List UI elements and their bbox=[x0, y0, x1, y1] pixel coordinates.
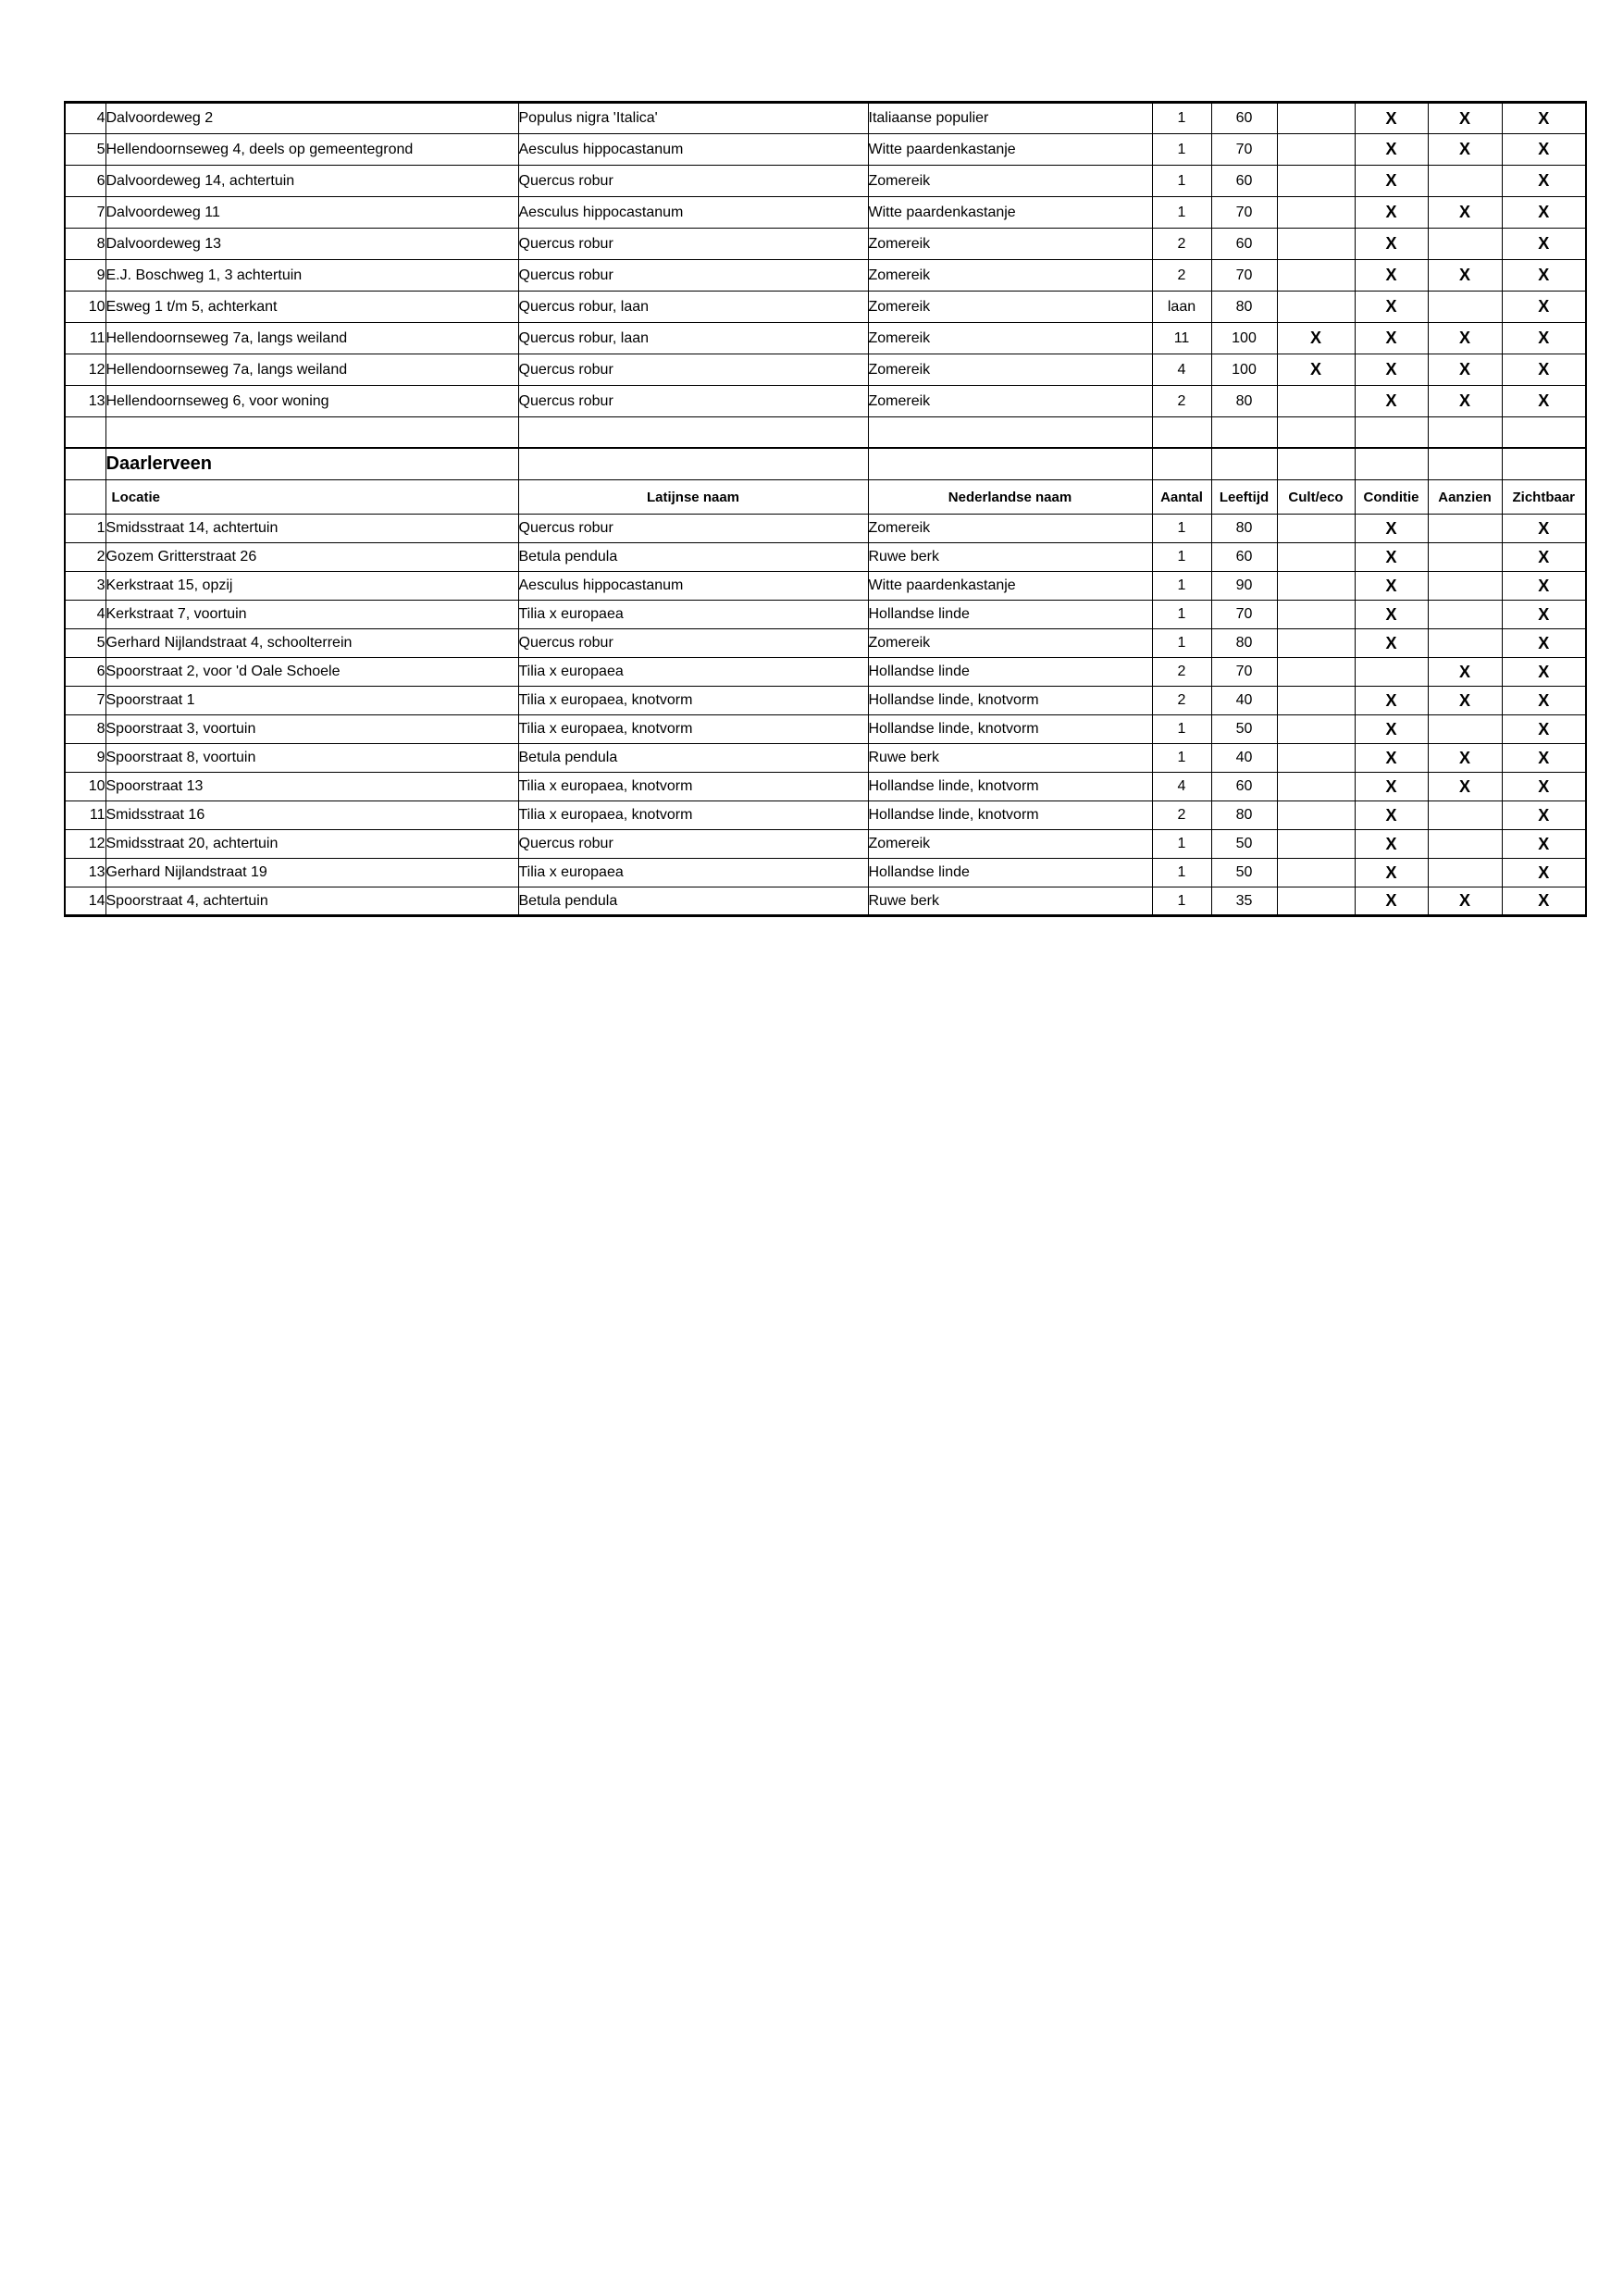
cell-aanzien bbox=[1428, 830, 1502, 859]
cell-conditie: X bbox=[1355, 229, 1428, 260]
cell-cult-eco bbox=[1277, 229, 1355, 260]
cell-nederlandse-naam: Zomereik bbox=[868, 515, 1152, 543]
cell-zichtbaar: X bbox=[1502, 601, 1586, 629]
cell-leeftijd: 60 bbox=[1211, 229, 1277, 260]
cell-aanzien: X bbox=[1428, 773, 1502, 801]
cell-nr: 7 bbox=[65, 687, 105, 715]
cell-aantal: 4 bbox=[1152, 354, 1211, 386]
cell-latijnse-naam: Aesculus hippocastanum bbox=[518, 197, 868, 229]
cell-nr: 8 bbox=[65, 715, 105, 744]
cell-cult-eco bbox=[1277, 629, 1355, 658]
empty-cell bbox=[1277, 417, 1355, 448]
cell-zichtbaar: X bbox=[1502, 197, 1586, 229]
cell-conditie: X bbox=[1355, 773, 1428, 801]
cell-aantal: 1 bbox=[1152, 601, 1211, 629]
cell-nederlandse-naam: Witte paardenkastanje bbox=[868, 134, 1152, 166]
empty-cell bbox=[868, 417, 1152, 448]
table-row bbox=[65, 354, 1586, 386]
cell-aanzien: X bbox=[1428, 260, 1502, 292]
cell-cult-eco bbox=[1277, 801, 1355, 830]
cell-cult-eco bbox=[1277, 197, 1355, 229]
cell-conditie: X bbox=[1355, 859, 1428, 887]
cell-aanzien bbox=[1428, 859, 1502, 887]
cell-cult-eco: X bbox=[1277, 323, 1355, 354]
empty-cell bbox=[518, 417, 868, 448]
cell-aanzien bbox=[1428, 543, 1502, 572]
cell-leeftijd: 60 bbox=[1211, 103, 1277, 134]
cell-nr: 6 bbox=[65, 658, 105, 687]
cell-aantal: 1 bbox=[1152, 166, 1211, 197]
cell-locatie: Dalvoordeweg 14, achtertuin bbox=[105, 166, 518, 197]
cell-latijnse-naam: Populus nigra 'Italica' bbox=[518, 103, 868, 134]
empty-cell bbox=[1211, 417, 1277, 448]
cell-zichtbaar: X bbox=[1502, 887, 1586, 916]
table-row bbox=[65, 166, 1586, 197]
cell-leeftijd: 80 bbox=[1211, 801, 1277, 830]
cell-conditie: X bbox=[1355, 629, 1428, 658]
cell-aantal: laan bbox=[1152, 292, 1211, 323]
column-header-leeftijd: Leeftijd bbox=[1211, 480, 1277, 515]
column-header-nr bbox=[65, 480, 105, 515]
cell-cult-eco bbox=[1277, 830, 1355, 859]
cell-locatie: Spoorstraat 3, voortuin bbox=[105, 715, 518, 744]
cell-leeftijd: 100 bbox=[1211, 354, 1277, 386]
cell-conditie: X bbox=[1355, 354, 1428, 386]
cell-cult-eco bbox=[1277, 715, 1355, 744]
cell-nederlandse-naam: Hollandse linde bbox=[868, 658, 1152, 687]
cell-nr: 1 bbox=[65, 515, 105, 543]
cell-latijnse-naam: Tilia x europaea, knotvorm bbox=[518, 773, 868, 801]
cell-nederlandse-naam: Zomereik bbox=[868, 830, 1152, 859]
cell-aanzien: X bbox=[1428, 887, 1502, 916]
table-row bbox=[65, 323, 1586, 354]
cell-leeftijd: 80 bbox=[1211, 386, 1277, 417]
cell-zichtbaar: X bbox=[1502, 103, 1586, 134]
empty-cell bbox=[1428, 417, 1502, 448]
cell-aantal: 1 bbox=[1152, 715, 1211, 744]
cell-aanzien: X bbox=[1428, 658, 1502, 687]
cell-aanzien bbox=[1428, 601, 1502, 629]
cell-zichtbaar: X bbox=[1502, 292, 1586, 323]
column-header-locatie: Locatie bbox=[105, 480, 518, 515]
cell-nederlandse-naam: Witte paardenkastanje bbox=[868, 572, 1152, 601]
cell-nederlandse-naam: Hollandse linde, knotvorm bbox=[868, 773, 1152, 801]
table-row bbox=[65, 515, 1586, 543]
cell-leeftijd: 90 bbox=[1211, 572, 1277, 601]
cell-zichtbaar: X bbox=[1502, 134, 1586, 166]
cell-conditie: X bbox=[1355, 830, 1428, 859]
cell-cult-eco bbox=[1277, 260, 1355, 292]
cell-cult-eco bbox=[1277, 386, 1355, 417]
cell-leeftijd: 60 bbox=[1211, 166, 1277, 197]
cell-cult-eco bbox=[1277, 134, 1355, 166]
cell-aanzien bbox=[1428, 229, 1502, 260]
cell-aantal: 11 bbox=[1152, 323, 1211, 354]
cell-zichtbaar: X bbox=[1502, 572, 1586, 601]
cell-zichtbaar: X bbox=[1502, 229, 1586, 260]
tree-inventory-table bbox=[64, 101, 1587, 917]
cell-zichtbaar: X bbox=[1502, 386, 1586, 417]
table-row bbox=[65, 134, 1586, 166]
cell-aantal: 2 bbox=[1152, 658, 1211, 687]
cell-nr: 9 bbox=[65, 744, 105, 773]
cell-nr: 10 bbox=[65, 773, 105, 801]
cell-cult-eco bbox=[1277, 859, 1355, 887]
cell-cult-eco bbox=[1277, 572, 1355, 601]
spacer-row bbox=[65, 417, 1586, 448]
cell-nr: 6 bbox=[65, 166, 105, 197]
table-row bbox=[65, 292, 1586, 323]
cell-aanzien bbox=[1428, 292, 1502, 323]
cell-conditie: X bbox=[1355, 687, 1428, 715]
cell-locatie: Gozem Gritterstraat 26 bbox=[105, 543, 518, 572]
cell-nr: 4 bbox=[65, 601, 105, 629]
cell-conditie: X bbox=[1355, 386, 1428, 417]
cell-cult-eco bbox=[1277, 166, 1355, 197]
cell-aanzien bbox=[1428, 515, 1502, 543]
cell-leeftijd: 80 bbox=[1211, 629, 1277, 658]
table-row bbox=[65, 197, 1586, 229]
cell-locatie: Dalvoordeweg 2 bbox=[105, 103, 518, 134]
cell-latijnse-naam: Quercus robur, laan bbox=[518, 292, 868, 323]
cell-locatie: Hellendoornseweg 4, deels op gemeentegrond bbox=[105, 134, 518, 166]
cell-locatie: Hellendoornseweg 7a, langs weiland bbox=[105, 354, 518, 386]
section-title-row bbox=[65, 448, 1586, 480]
cell-nr: 12 bbox=[65, 354, 105, 386]
cell-latijnse-naam: Tilia x europaea bbox=[518, 601, 868, 629]
cell-latijnse-naam: Tilia x europaea bbox=[518, 859, 868, 887]
cell-aantal: 1 bbox=[1152, 859, 1211, 887]
table-row bbox=[65, 386, 1586, 417]
cell-nederlandse-naam: Hollandse linde bbox=[868, 859, 1152, 887]
column-header-row bbox=[65, 480, 1586, 515]
cell-nederlandse-naam: Zomereik bbox=[868, 323, 1152, 354]
empty-cell bbox=[1152, 417, 1211, 448]
column-header-latijnse-naam: Latijnse naam bbox=[518, 480, 868, 515]
cell-locatie: Gerhard Nijlandstraat 4, schoolterrein bbox=[105, 629, 518, 658]
cell-leeftijd: 50 bbox=[1211, 715, 1277, 744]
cell-nederlandse-naam: Ruwe berk bbox=[868, 543, 1152, 572]
cell-nederlandse-naam: Hollandse linde, knotvorm bbox=[868, 687, 1152, 715]
cell-nr: 12 bbox=[65, 830, 105, 859]
cell-leeftijd: 60 bbox=[1211, 773, 1277, 801]
cell-latijnse-naam: Quercus robur bbox=[518, 830, 868, 859]
cell-zichtbaar: X bbox=[1502, 354, 1586, 386]
cell-locatie: E.J. Boschweg 1, 3 achtertuin bbox=[105, 260, 518, 292]
cell-aanzien: X bbox=[1428, 386, 1502, 417]
cell-locatie: Spoorstraat 2, voor 'd Oale Schoele bbox=[105, 658, 518, 687]
cell-aanzien bbox=[1428, 715, 1502, 744]
cell-cult-eco bbox=[1277, 773, 1355, 801]
table-row bbox=[65, 229, 1586, 260]
cell-aantal: 2 bbox=[1152, 801, 1211, 830]
cell-aantal: 1 bbox=[1152, 103, 1211, 134]
cell-latijnse-naam: Quercus robur bbox=[518, 229, 868, 260]
table-row bbox=[65, 103, 1586, 134]
cell-cult-eco bbox=[1277, 543, 1355, 572]
cell-nr: 13 bbox=[65, 386, 105, 417]
empty-cell bbox=[1355, 448, 1428, 480]
cell-nederlandse-naam: Witte paardenkastanje bbox=[868, 197, 1152, 229]
table-row bbox=[65, 687, 1586, 715]
cell-locatie: Spoorstraat 4, achtertuin bbox=[105, 887, 518, 916]
cell-latijnse-naam: Tilia x europaea, knotvorm bbox=[518, 715, 868, 744]
cell-conditie: X bbox=[1355, 260, 1428, 292]
cell-leeftijd: 80 bbox=[1211, 515, 1277, 543]
cell-conditie: X bbox=[1355, 887, 1428, 916]
cell-latijnse-naam: Quercus robur, laan bbox=[518, 323, 868, 354]
cell-cult-eco bbox=[1277, 103, 1355, 134]
cell-aantal: 1 bbox=[1152, 572, 1211, 601]
cell-nr: 13 bbox=[65, 859, 105, 887]
empty-cell bbox=[1502, 417, 1586, 448]
cell-conditie: X bbox=[1355, 197, 1428, 229]
cell-latijnse-naam: Betula pendula bbox=[518, 543, 868, 572]
table-row bbox=[65, 572, 1586, 601]
cell-leeftijd: 35 bbox=[1211, 887, 1277, 916]
section-title: Daarlerveen bbox=[105, 448, 518, 480]
cell-leeftijd: 80 bbox=[1211, 292, 1277, 323]
cell-conditie: X bbox=[1355, 515, 1428, 543]
cell-latijnse-naam: Quercus robur bbox=[518, 386, 868, 417]
cell-nr: 4 bbox=[65, 103, 105, 134]
cell-locatie: Smidsstraat 14, achtertuin bbox=[105, 515, 518, 543]
column-header-zichtbaar: Zichtbaar bbox=[1502, 480, 1586, 515]
cell-nr: 9 bbox=[65, 260, 105, 292]
cell-conditie: X bbox=[1355, 801, 1428, 830]
cell-nederlandse-naam: Zomereik bbox=[868, 386, 1152, 417]
empty-cell bbox=[868, 448, 1152, 480]
empty-cell bbox=[1428, 448, 1502, 480]
empty-cell bbox=[105, 417, 518, 448]
cell-aanzien bbox=[1428, 572, 1502, 601]
cell-leeftijd: 100 bbox=[1211, 323, 1277, 354]
cell-zichtbaar: X bbox=[1502, 773, 1586, 801]
table-row bbox=[65, 260, 1586, 292]
cell-nr: 14 bbox=[65, 887, 105, 916]
cell-zichtbaar: X bbox=[1502, 744, 1586, 773]
cell-latijnse-naam: Quercus robur bbox=[518, 260, 868, 292]
cell-latijnse-naam: Quercus robur bbox=[518, 629, 868, 658]
cell-nr: 5 bbox=[65, 134, 105, 166]
cell-latijnse-naam: Quercus robur bbox=[518, 515, 868, 543]
cell-aantal: 1 bbox=[1152, 197, 1211, 229]
cell-zichtbaar: X bbox=[1502, 260, 1586, 292]
cell-cult-eco bbox=[1277, 687, 1355, 715]
cell-aanzien: X bbox=[1428, 134, 1502, 166]
cell-leeftijd: 40 bbox=[1211, 744, 1277, 773]
cell-aanzien: X bbox=[1428, 687, 1502, 715]
cell-aanzien: X bbox=[1428, 103, 1502, 134]
cell-aantal: 1 bbox=[1152, 830, 1211, 859]
cell-zichtbaar: X bbox=[1502, 166, 1586, 197]
cell-aanzien bbox=[1428, 801, 1502, 830]
cell-latijnse-naam: Quercus robur bbox=[518, 166, 868, 197]
empty-cell bbox=[1152, 448, 1211, 480]
cell-locatie: Hellendoornseweg 7a, langs weiland bbox=[105, 323, 518, 354]
cell-latijnse-naam: Betula pendula bbox=[518, 744, 868, 773]
cell-conditie: X bbox=[1355, 103, 1428, 134]
cell-cult-eco bbox=[1277, 292, 1355, 323]
cell-locatie: Dalvoordeweg 13 bbox=[105, 229, 518, 260]
table-row bbox=[65, 859, 1586, 887]
column-header-nederlandse-naam: Nederlandse naam bbox=[868, 480, 1152, 515]
cell-nr: 3 bbox=[65, 572, 105, 601]
cell-leeftijd: 70 bbox=[1211, 658, 1277, 687]
cell-nederlandse-naam: Zomereik bbox=[868, 629, 1152, 658]
cell-nederlandse-naam: Hollandse linde bbox=[868, 601, 1152, 629]
cell-nederlandse-naam: Zomereik bbox=[868, 229, 1152, 260]
cell-conditie: X bbox=[1355, 292, 1428, 323]
cell-conditie: X bbox=[1355, 715, 1428, 744]
cell-conditie: X bbox=[1355, 166, 1428, 197]
cell-leeftijd: 60 bbox=[1211, 543, 1277, 572]
cell-conditie: X bbox=[1355, 572, 1428, 601]
cell-nederlandse-naam: Zomereik bbox=[868, 292, 1152, 323]
cell-latijnse-naam: Tilia x europaea bbox=[518, 658, 868, 687]
cell-aantal: 2 bbox=[1152, 260, 1211, 292]
table-row bbox=[65, 887, 1586, 916]
table-row bbox=[65, 601, 1586, 629]
cell-aantal: 1 bbox=[1152, 744, 1211, 773]
cell-nr: 2 bbox=[65, 543, 105, 572]
column-header-conditie: Conditie bbox=[1355, 480, 1428, 515]
cell-latijnse-naam: Tilia x europaea, knotvorm bbox=[518, 687, 868, 715]
cell-aanzien bbox=[1428, 166, 1502, 197]
cell-conditie: X bbox=[1355, 601, 1428, 629]
cell-latijnse-naam: Tilia x europaea, knotvorm bbox=[518, 801, 868, 830]
cell-aanzien bbox=[1428, 629, 1502, 658]
cell-nederlandse-naam: Italiaanse populier bbox=[868, 103, 1152, 134]
cell-nederlandse-naam: Zomereik bbox=[868, 260, 1152, 292]
empty-cell bbox=[1211, 448, 1277, 480]
cell-leeftijd: 70 bbox=[1211, 197, 1277, 229]
cell-nederlandse-naam: Hollandse linde, knotvorm bbox=[868, 801, 1152, 830]
cell-nr: 11 bbox=[65, 801, 105, 830]
cell-nr: 10 bbox=[65, 292, 105, 323]
column-header-aantal: Aantal bbox=[1152, 480, 1211, 515]
table-row bbox=[65, 744, 1586, 773]
cell-zichtbaar: X bbox=[1502, 715, 1586, 744]
cell-latijnse-naam: Aesculus hippocastanum bbox=[518, 134, 868, 166]
cell-conditie: X bbox=[1355, 323, 1428, 354]
cell-aantal: 2 bbox=[1152, 386, 1211, 417]
cell-aanzien: X bbox=[1428, 197, 1502, 229]
tree-table-body bbox=[65, 103, 1586, 916]
cell-cult-eco bbox=[1277, 887, 1355, 916]
cell-nederlandse-naam: Hollandse linde, knotvorm bbox=[868, 715, 1152, 744]
cell-nr: 7 bbox=[65, 197, 105, 229]
cell-latijnse-naam: Quercus robur bbox=[518, 354, 868, 386]
table-row bbox=[65, 543, 1586, 572]
column-header-aanzien: Aanzien bbox=[1428, 480, 1502, 515]
cell-leeftijd: 50 bbox=[1211, 859, 1277, 887]
cell-locatie: Spoorstraat 13 bbox=[105, 773, 518, 801]
cell-leeftijd: 70 bbox=[1211, 134, 1277, 166]
cell-locatie: Kerkstraat 7, voortuin bbox=[105, 601, 518, 629]
cell-cult-eco bbox=[1277, 658, 1355, 687]
cell-zichtbaar: X bbox=[1502, 515, 1586, 543]
cell-locatie: Hellendoornseweg 6, voor woning bbox=[105, 386, 518, 417]
cell-aanzien: X bbox=[1428, 323, 1502, 354]
cell-aantal: 1 bbox=[1152, 543, 1211, 572]
cell-zichtbaar: X bbox=[1502, 801, 1586, 830]
cell-cult-eco bbox=[1277, 744, 1355, 773]
table-row bbox=[65, 658, 1586, 687]
cell-zichtbaar: X bbox=[1502, 658, 1586, 687]
cell-zichtbaar: X bbox=[1502, 687, 1586, 715]
empty-cell bbox=[65, 448, 105, 480]
cell-locatie: Smidsstraat 16 bbox=[105, 801, 518, 830]
cell-zichtbaar: X bbox=[1502, 629, 1586, 658]
cell-nederlandse-naam: Ruwe berk bbox=[868, 744, 1152, 773]
cell-nr: 8 bbox=[65, 229, 105, 260]
cell-aanzien: X bbox=[1428, 744, 1502, 773]
cell-leeftijd: 50 bbox=[1211, 830, 1277, 859]
cell-zichtbaar: X bbox=[1502, 859, 1586, 887]
cell-cult-eco bbox=[1277, 601, 1355, 629]
cell-leeftijd: 70 bbox=[1211, 601, 1277, 629]
cell-zichtbaar: X bbox=[1502, 543, 1586, 572]
cell-leeftijd: 40 bbox=[1211, 687, 1277, 715]
cell-locatie: Spoorstraat 8, voortuin bbox=[105, 744, 518, 773]
cell-locatie: Smidsstraat 20, achtertuin bbox=[105, 830, 518, 859]
cell-nr: 11 bbox=[65, 323, 105, 354]
cell-zichtbaar: X bbox=[1502, 830, 1586, 859]
cell-cult-eco bbox=[1277, 515, 1355, 543]
table-row bbox=[65, 801, 1586, 830]
cell-conditie: X bbox=[1355, 744, 1428, 773]
empty-cell bbox=[1355, 417, 1428, 448]
cell-aantal: 1 bbox=[1152, 887, 1211, 916]
table-row bbox=[65, 773, 1586, 801]
cell-locatie: Kerkstraat 15, opzij bbox=[105, 572, 518, 601]
cell-aantal: 1 bbox=[1152, 515, 1211, 543]
cell-nr: 5 bbox=[65, 629, 105, 658]
empty-cell bbox=[65, 417, 105, 448]
cell-latijnse-naam: Betula pendula bbox=[518, 887, 868, 916]
cell-locatie: Gerhard Nijlandstraat 19 bbox=[105, 859, 518, 887]
cell-locatie: Spoorstraat 1 bbox=[105, 687, 518, 715]
cell-aantal: 1 bbox=[1152, 134, 1211, 166]
cell-conditie: X bbox=[1355, 134, 1428, 166]
cell-aantal: 4 bbox=[1152, 773, 1211, 801]
cell-aantal: 2 bbox=[1152, 229, 1211, 260]
cell-conditie bbox=[1355, 658, 1428, 687]
cell-zichtbaar: X bbox=[1502, 323, 1586, 354]
cell-aantal: 2 bbox=[1152, 687, 1211, 715]
cell-nederlandse-naam: Zomereik bbox=[868, 166, 1152, 197]
table-row bbox=[65, 830, 1586, 859]
cell-latijnse-naam: Aesculus hippocastanum bbox=[518, 572, 868, 601]
cell-nederlandse-naam: Ruwe berk bbox=[868, 887, 1152, 916]
table-row bbox=[65, 629, 1586, 658]
empty-cell bbox=[1277, 448, 1355, 480]
cell-aanzien: X bbox=[1428, 354, 1502, 386]
cell-locatie: Dalvoordeweg 11 bbox=[105, 197, 518, 229]
empty-cell bbox=[518, 448, 868, 480]
cell-locatie: Esweg 1 t/m 5, achterkant bbox=[105, 292, 518, 323]
cell-nederlandse-naam: Zomereik bbox=[868, 354, 1152, 386]
cell-leeftijd: 70 bbox=[1211, 260, 1277, 292]
cell-cult-eco: X bbox=[1277, 354, 1355, 386]
table-row bbox=[65, 715, 1586, 744]
cell-conditie: X bbox=[1355, 543, 1428, 572]
cell-aantal: 1 bbox=[1152, 629, 1211, 658]
empty-cell bbox=[1502, 448, 1586, 480]
column-header-cult-eco: Cult/eco bbox=[1277, 480, 1355, 515]
